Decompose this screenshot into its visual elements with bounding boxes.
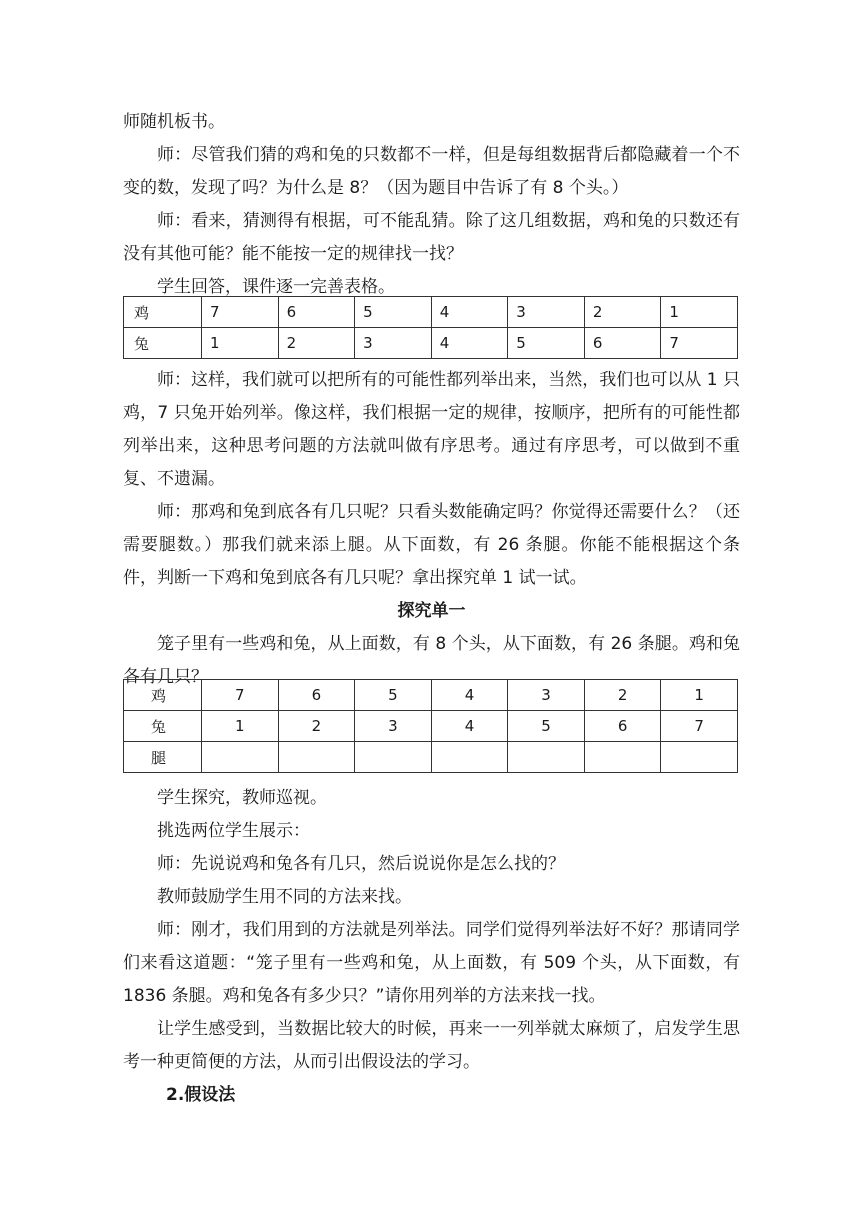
table-cell-empty [355,742,432,773]
paragraph-add-legs: 师：那鸡和兔到底各有几只呢？只看头数能确定吗？你觉得还需要什么？（还需要腿数。）那我们就来添上腿。从下面数，有 26 条腿。你能不能根据这个条件，判断一下鸡和兔到底各有几只呢？拿出探究单 1 试一试。 [123,502,740,588]
paragraph-ordered-thinking: 师：这样，我们就可以把所有的可能性都列举出来，当然，我们也可以从 1 只鸡，7 只兔开始列举。像这样，我们根据一定的规律，按顺序，把所有的可能性都列举出来，这种思考问题的方法就叫做有序思考。通过有序思考，可以做到不重复、不遗漏。 [123,370,740,489]
paragraph-enumeration-method: 师：刚才，我们用到的方法就是列举法。同学们觉得列举法好不好？那请同学们来看这道题：“笼子里有一些鸡和兔，从上面数，有 509 个头，从下面数，有 1836 条腿。鸡和兔各有多少只？”请你用列举的方法来找一找。 [123,920,740,1006]
table-cell: 4 [431,711,508,742]
table-cell: 4 [431,680,508,711]
table-row-rabbit [124,328,738,359]
table-cell-empty [508,742,585,773]
row-header-chicken: 鸡 [124,297,202,328]
paragraph-assumption-intro: 让学生感受到，当数据比较大的时候，再来一一列举就太麻烦了，启发学生思考一种更简便的方法，从而引出假设法的学习。 [123,1019,740,1072]
table-row-rabbit [124,711,738,742]
table-cell: 1 [202,711,279,742]
table-cell: 7 [202,297,279,328]
table-cell-empty [661,742,738,773]
table-cell: 1 [661,297,738,328]
paragraph-teacher-writes: 师随机板书。 [123,112,225,132]
paragraph-student-answer: 学生回答，课件逐一完善表格。 [157,277,395,297]
table-cell: 3 [355,328,432,359]
paragraph-explain: 师：先说说鸡和兔各有几只，然后说说你是怎么找的？ [157,854,565,874]
table-cell-empty [202,742,279,773]
table-cell: 4 [431,297,508,328]
row-header-rabbit: 兔 [124,711,202,742]
worksheet-title: 探究单一 [397,601,466,621]
table-cell-empty [431,742,508,773]
table-cell: 1 [202,328,279,359]
table-cell: 5 [355,680,432,711]
middle-text-block [123,364,740,694]
table-cell: 7 [202,680,279,711]
bottom-text-block [123,782,740,1112]
table-cell: 5 [355,297,432,328]
table-row-chicken [124,297,738,328]
table-cell: 4 [431,328,508,359]
paragraph-select-students: 挑选两位学生展示： [157,821,310,841]
top-text-block [123,106,740,304]
paragraph-explore: 学生探究，教师巡视。 [157,788,327,808]
table-cell: 2 [584,297,661,328]
table-cell-empty [584,742,661,773]
table-cell: 7 [661,328,738,359]
worksheet-problem: 笼子里有一些鸡和兔，从上面数，有 8 个头，从下面数，有 26 条腿。鸡和兔各有几只？ [123,634,740,687]
table-cell: 5 [508,328,585,359]
section-heading-assumption: 2.假设法 [166,1085,236,1105]
row-header-legs: 腿 [124,742,202,773]
table-cell: 3 [355,711,432,742]
table-cell: 6 [278,297,355,328]
row-header-chicken: 鸡 [124,680,202,711]
table-cell: 3 [508,297,585,328]
table-row-chicken [124,680,738,711]
paragraph-hidden-number: 师：尽管我们猜的鸡和兔的只数都不一样，但是每组数据背后都隐藏着一个不变的数，发现了吗？为什么是 8？（因为题目中告诉了有 8 个头。） [123,145,740,198]
table-cell: 6 [278,680,355,711]
enumeration-table-2 [123,679,738,773]
enumeration-table-1 [123,296,738,359]
table-cell: 5 [508,711,585,742]
table-cell: 2 [278,711,355,742]
row-header-rabbit: 兔 [124,328,202,359]
table-cell: 2 [278,328,355,359]
table-cell-empty [278,742,355,773]
table-cell: 7 [661,711,738,742]
table-cell: 2 [584,680,661,711]
paragraph-encourage: 教师鼓励学生用不同的方法来找。 [157,887,412,907]
paragraph-guess-basis: 师：看来，猜测得有根据，可不能乱猜。除了这几组数据，鸡和兔的只数还有没有其他可能？能不能按一定的规律找一找？ [123,211,740,264]
table-cell: 6 [584,711,661,742]
table-cell: 6 [584,328,661,359]
table-cell: 1 [661,680,738,711]
table-row-legs [124,742,738,773]
table-cell: 3 [508,680,585,711]
